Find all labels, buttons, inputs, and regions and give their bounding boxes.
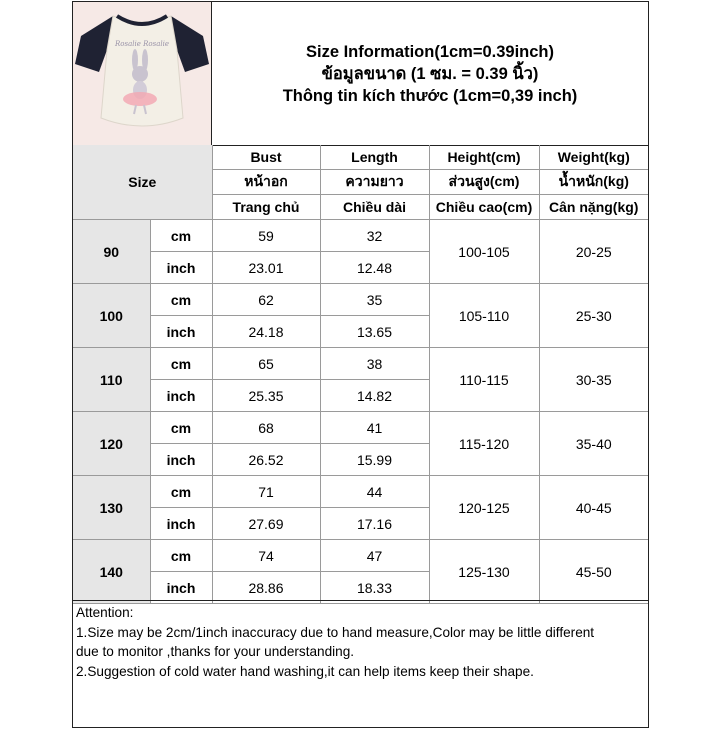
size-value: 140 <box>73 540 150 604</box>
bust-inch: 27.69 <box>212 508 320 540</box>
height-range: 105-110 <box>429 284 539 348</box>
size-info-titles <box>212 2 648 145</box>
unit-inch: inch <box>150 380 212 412</box>
note-line-2: 2.Suggestion of cold water hand washing,it can help items keep their shape. <box>76 663 534 679</box>
unit-inch: inch <box>150 508 212 540</box>
weight-range: 20-25 <box>539 220 648 284</box>
col-length-vi: Chiều dài <box>320 195 429 220</box>
bust-inch: 25.35 <box>212 380 320 412</box>
col-bust-en: Bust <box>212 145 320 170</box>
length-inch: 13.65 <box>320 316 429 348</box>
title-thai: ข้อมูลขนาด (1 ซม. = 0.39 นิ้ว) <box>321 64 539 83</box>
unit-cm: cm <box>150 540 212 572</box>
height-range: 120-125 <box>429 476 539 540</box>
length-cm: 35 <box>320 284 429 316</box>
length-inch: 18.33 <box>320 572 429 604</box>
chart-header <box>73 2 648 146</box>
length-inch: 12.48 <box>320 252 429 284</box>
header-row-english <box>73 145 648 170</box>
size-chart <box>72 1 649 728</box>
size-value: 100 <box>73 284 150 348</box>
col-height-en: Height(cm) <box>429 145 539 170</box>
col-length-th: ความยาว <box>320 170 429 195</box>
bust-cm: 74 <box>212 540 320 572</box>
col-length-en: Length <box>320 145 429 170</box>
length-inch: 15.99 <box>320 444 429 476</box>
length-inch: 14.82 <box>320 380 429 412</box>
bust-cm: 65 <box>212 348 320 380</box>
size-value: 120 <box>73 412 150 476</box>
height-range: 115-120 <box>429 412 539 476</box>
unit-cm: cm <box>150 476 212 508</box>
table-row <box>73 284 648 316</box>
table-row <box>73 540 648 572</box>
length-cm: 38 <box>320 348 429 380</box>
table-row <box>73 348 648 380</box>
col-height-th: ส่วนสูง(cm) <box>429 170 539 195</box>
unit-inch: inch <box>150 572 212 604</box>
unit-inch: inch <box>150 444 212 476</box>
col-bust-vi: Trang chủ <box>212 195 320 220</box>
size-value: 130 <box>73 476 150 540</box>
length-cm: 44 <box>320 476 429 508</box>
col-weight-vi: Cân nặng(kg) <box>539 195 648 220</box>
unit-cm: cm <box>150 284 212 316</box>
col-height-vi: Chiều cao(cm) <box>429 195 539 220</box>
bust-inch: 26.52 <box>212 444 320 476</box>
height-range: 125-130 <box>429 540 539 604</box>
unit-cm: cm <box>150 348 212 380</box>
tshirt-image <box>73 2 211 145</box>
unit-inch: inch <box>150 252 212 284</box>
col-weight-en: Weight(kg) <box>539 145 648 170</box>
weight-range: 40-45 <box>539 476 648 540</box>
shirt-print-text: Rosalie Rosalie <box>115 40 169 48</box>
length-inch: 17.16 <box>320 508 429 540</box>
title-english: Size Information(1cm=0.39inch) <box>305 42 555 61</box>
length-cm: 32 <box>320 220 429 252</box>
unit-cm: cm <box>150 412 212 444</box>
weight-range: 45-50 <box>539 540 648 604</box>
notes-heading: Attention: <box>76 605 134 620</box>
weight-range: 25-30 <box>539 284 648 348</box>
height-range: 100-105 <box>429 220 539 284</box>
col-bust-th: หน้าอก <box>212 170 320 195</box>
bust-cm: 68 <box>212 412 320 444</box>
bust-inch: 23.01 <box>212 252 320 284</box>
table-row <box>73 476 648 508</box>
unit-cm: cm <box>150 220 212 252</box>
weight-range: 35-40 <box>539 412 648 476</box>
bust-cm: 62 <box>212 284 320 316</box>
unit-inch: inch <box>150 316 212 348</box>
note-line-1: 1.Size may be 2cm/1inch inaccuracy due to hand measure,Color may be little different <box>76 624 595 640</box>
table-row <box>73 220 648 252</box>
bust-cm: 59 <box>212 220 320 252</box>
title-vietnamese: Thông tin kích thước (1cm=0,39 inch) <box>282 86 578 105</box>
attention-notes <box>73 600 648 727</box>
bust-inch: 28.86 <box>212 572 320 604</box>
col-weight-th: น้ำหนัก(kg) <box>539 170 648 195</box>
note-line-1-continued: due to monitor ,thanks for your understanding. <box>76 644 355 659</box>
length-cm: 41 <box>320 412 429 444</box>
size-value: 110 <box>73 348 150 412</box>
size-column-header: Size <box>73 145 212 220</box>
weight-range: 30-35 <box>539 348 648 412</box>
bust-inch: 24.18 <box>212 316 320 348</box>
table-row <box>73 412 648 444</box>
product-photo <box>73 2 212 145</box>
bust-cm: 71 <box>212 476 320 508</box>
size-value: 90 <box>73 220 150 284</box>
height-range: 110-115 <box>429 348 539 412</box>
size-table <box>73 145 648 604</box>
length-cm: 47 <box>320 540 429 572</box>
